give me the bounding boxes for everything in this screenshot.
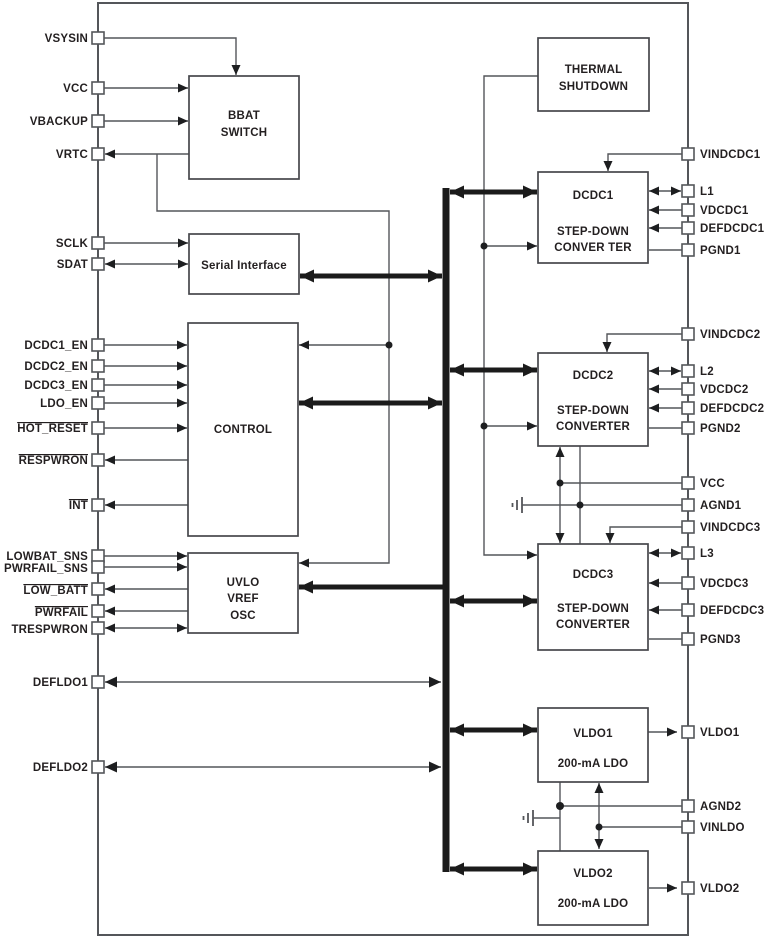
junction-dot <box>577 502 584 509</box>
pin-dcdc1-en <box>24 339 104 352</box>
pin-respwron <box>19 454 104 467</box>
wire-vsysin <box>104 38 236 75</box>
block-rect <box>538 708 648 782</box>
pin-square <box>682 604 694 616</box>
pin-square <box>92 379 104 391</box>
pins-left <box>4 32 104 774</box>
pin-label: PWRFAIL <box>34 607 88 619</box>
pin-label: HOT_RESET <box>17 423 88 435</box>
pin-pgnd3 <box>682 633 741 646</box>
pin-pgnd1 <box>682 244 741 257</box>
block-label: OSC <box>230 610 256 622</box>
pin-vdcdc3 <box>682 577 749 590</box>
block-label: STEP-DOWN <box>556 603 630 615</box>
pin-square <box>92 561 104 573</box>
pin-square <box>682 148 694 160</box>
block-label: CONVER TER <box>554 242 632 254</box>
block-label: VLDO1 <box>573 728 613 740</box>
pin-label: VCC <box>700 478 725 490</box>
pin-defdcdc2 <box>682 402 764 415</box>
pin-agnd2 <box>682 800 741 813</box>
block-label: CONVERTER <box>555 619 631 631</box>
junction-dot <box>481 423 488 430</box>
pin-dcdc2-en <box>24 360 104 373</box>
pin-label: LDO_EN <box>40 398 88 410</box>
pin-square <box>92 339 104 351</box>
pin-lowbat-sns <box>6 550 104 563</box>
pin-square <box>682 633 694 645</box>
pin-square <box>682 726 694 738</box>
pin-l3 <box>682 547 714 560</box>
junction-dot <box>557 480 564 487</box>
block-label: DCDC2 <box>572 370 614 382</box>
block-uvlo-vref-osc <box>188 553 298 633</box>
pin-square <box>682 402 694 414</box>
block-label: STEP-DOWN <box>556 405 630 417</box>
pin-label: AGND1 <box>700 500 742 512</box>
pin-square <box>92 761 104 773</box>
junction-dot <box>596 824 603 831</box>
pin-vindcdc1 <box>682 148 761 161</box>
pin-square <box>92 397 104 409</box>
pin-square <box>682 821 694 833</box>
pin-pwrfail <box>35 605 104 619</box>
pin-vldo1 <box>682 726 740 739</box>
block-label: UVLO <box>226 577 260 589</box>
pin-label: VLDO1 <box>700 727 740 739</box>
pin-square <box>92 622 104 634</box>
pin-agnd1 <box>682 499 742 512</box>
wire-vindcdc1 <box>608 154 682 171</box>
block-rect <box>538 544 648 650</box>
pin-square <box>92 258 104 270</box>
pin-trespwron <box>11 622 104 636</box>
block-label: SHUTDOWN <box>558 81 629 93</box>
pin-vsysin <box>45 32 104 45</box>
pin-label: TRESPWRON <box>11 624 88 636</box>
main-bus <box>299 188 537 872</box>
block-dcdc3 <box>538 544 648 650</box>
pin-square <box>682 521 694 533</box>
pin-vindcdc2 <box>682 328 760 341</box>
pin-label: L1 <box>700 186 714 198</box>
pin-vldo2 <box>682 882 739 895</box>
pin-square <box>682 499 694 511</box>
wire-thermal-rail <box>484 76 538 555</box>
block-label: VREF <box>227 593 259 605</box>
block-vldo1 <box>538 708 648 782</box>
pin-label: INT <box>68 500 88 512</box>
pin-label: VINDCDC3 <box>700 522 761 534</box>
junction-dot <box>481 243 488 250</box>
block-label: STEP-DOWN <box>556 226 630 238</box>
pin-l2 <box>682 365 714 378</box>
pin-vdcdc1 <box>682 204 749 217</box>
block-label: BBAT <box>228 110 260 122</box>
block-label: Serial Interface <box>201 260 287 272</box>
pin-square <box>92 454 104 466</box>
pin-label: RESPWRON <box>18 455 88 467</box>
block-label: DCDC3 <box>572 569 614 581</box>
block-dcdc1 <box>538 172 648 263</box>
pin-label: PGND1 <box>700 245 741 257</box>
pin-label: DCDC2_EN <box>24 361 88 373</box>
pin-square <box>682 365 694 377</box>
pin-vcc-left <box>63 82 104 95</box>
pin-square <box>92 237 104 249</box>
pin-square <box>92 115 104 127</box>
pin-defdcdc1 <box>682 222 764 235</box>
block-vldo2 <box>538 851 648 925</box>
block-thermal-shutdown <box>538 38 649 111</box>
pin-square <box>682 185 694 197</box>
pin-square <box>682 422 694 434</box>
pin-label: VDCDC1 <box>700 205 749 217</box>
pin-pgnd2 <box>682 422 741 435</box>
pin-defldo2 <box>33 761 104 774</box>
pin-dcdc3-en <box>24 379 104 392</box>
pin-square <box>92 605 104 617</box>
pin-square <box>682 547 694 559</box>
pin-label: PGND3 <box>700 634 741 646</box>
pin-label: DEFDCDC3 <box>700 605 764 617</box>
pin-label: DEFLDO2 <box>32 762 88 774</box>
pin-label: DCDC1_EN <box>24 340 88 352</box>
pin-label: AGND2 <box>700 801 742 813</box>
block-label: DCDC1 <box>572 190 614 202</box>
pins-right <box>682 148 764 895</box>
pin-label: LOW_BATT <box>23 585 88 597</box>
pin-label: VRTC <box>55 149 88 161</box>
pin-label: PGND2 <box>700 423 741 435</box>
block-serial-interface <box>189 234 299 294</box>
pin-label: DEFLDO1 <box>32 677 88 689</box>
pin-label: DEFDCDC2 <box>700 403 764 415</box>
pin-square <box>92 32 104 44</box>
block-label: THERMAL <box>564 64 623 76</box>
pin-label: VLDO2 <box>700 883 740 895</box>
pin-int <box>69 499 104 512</box>
pin-ldo-en <box>40 397 104 410</box>
pin-square <box>682 383 694 395</box>
pin-label: VSYSIN <box>44 33 88 45</box>
block-control <box>188 323 298 536</box>
pin-square <box>682 477 694 489</box>
pin-square <box>682 244 694 256</box>
pin-square <box>92 422 104 434</box>
agnd2-ground-icon <box>524 810 534 826</box>
block-label: VLDO2 <box>573 868 613 880</box>
pin-vindcdc3 <box>682 521 760 534</box>
pin-label: L2 <box>700 366 714 378</box>
pin-label: VDCDC2 <box>700 384 749 396</box>
pin-label: SDAT <box>56 259 88 271</box>
block-bbat-switch <box>189 76 299 179</box>
pin-square <box>92 583 104 595</box>
pin-label: VCC <box>63 83 88 95</box>
wire-vindcdc2 <box>607 334 682 352</box>
pin-sclk <box>56 237 104 250</box>
block-label: CONTROL <box>213 424 273 436</box>
pin-square <box>682 577 694 589</box>
pin-label: L3 <box>700 548 714 560</box>
block-label: 200-mA LDO <box>557 758 629 770</box>
pin-label: VINDCDC1 <box>700 149 761 161</box>
pin-square <box>92 148 104 160</box>
pin-low-batt <box>23 583 104 597</box>
pin-square <box>92 360 104 372</box>
pin-defldo1 <box>33 676 104 689</box>
junction-dot <box>556 802 564 810</box>
pin-label: LOWBAT_SNS <box>6 551 88 563</box>
pin-pwrfail-sns <box>4 561 104 575</box>
block-label: SWITCH <box>220 127 268 139</box>
pin-square <box>682 800 694 812</box>
junction-dot <box>386 342 393 349</box>
pin-hot-reset <box>17 422 104 435</box>
pin-vbackup <box>30 115 104 128</box>
pin-square <box>682 882 694 894</box>
pin-label: DEFDCDC1 <box>700 223 764 235</box>
block-rect <box>538 851 648 925</box>
pin-vdcdc2 <box>682 383 749 396</box>
pin-sdat <box>57 258 104 271</box>
pin-square <box>682 204 694 216</box>
pin-square <box>92 676 104 688</box>
pin-square <box>682 328 694 340</box>
pin-vrtc <box>56 148 104 161</box>
agnd1-ground-icon <box>513 497 523 513</box>
block-dcdc2 <box>538 353 648 446</box>
pin-label: VDCDC3 <box>700 578 749 590</box>
pin-label: VINLDO <box>700 822 745 834</box>
block-label: CONVERTER <box>555 421 631 433</box>
pin-square <box>682 222 694 234</box>
pin-label: SCLK <box>55 238 88 250</box>
pin-square <box>92 82 104 94</box>
pin-label: VBACKUP <box>29 116 88 128</box>
pin-square <box>92 499 104 511</box>
pin-label: PWRFAIL_SNS <box>4 563 88 575</box>
pin-label: DCDC3_EN <box>24 380 88 392</box>
wire-vindcdc3 <box>610 527 682 543</box>
pin-vcc-right <box>682 477 725 490</box>
pin-vinldo <box>682 821 745 834</box>
pin-defdcdc3 <box>682 604 764 617</box>
block-label: 200-mA LDO <box>557 898 629 910</box>
pin-label: VINDCDC2 <box>700 329 761 341</box>
pin-l1 <box>682 185 714 198</box>
